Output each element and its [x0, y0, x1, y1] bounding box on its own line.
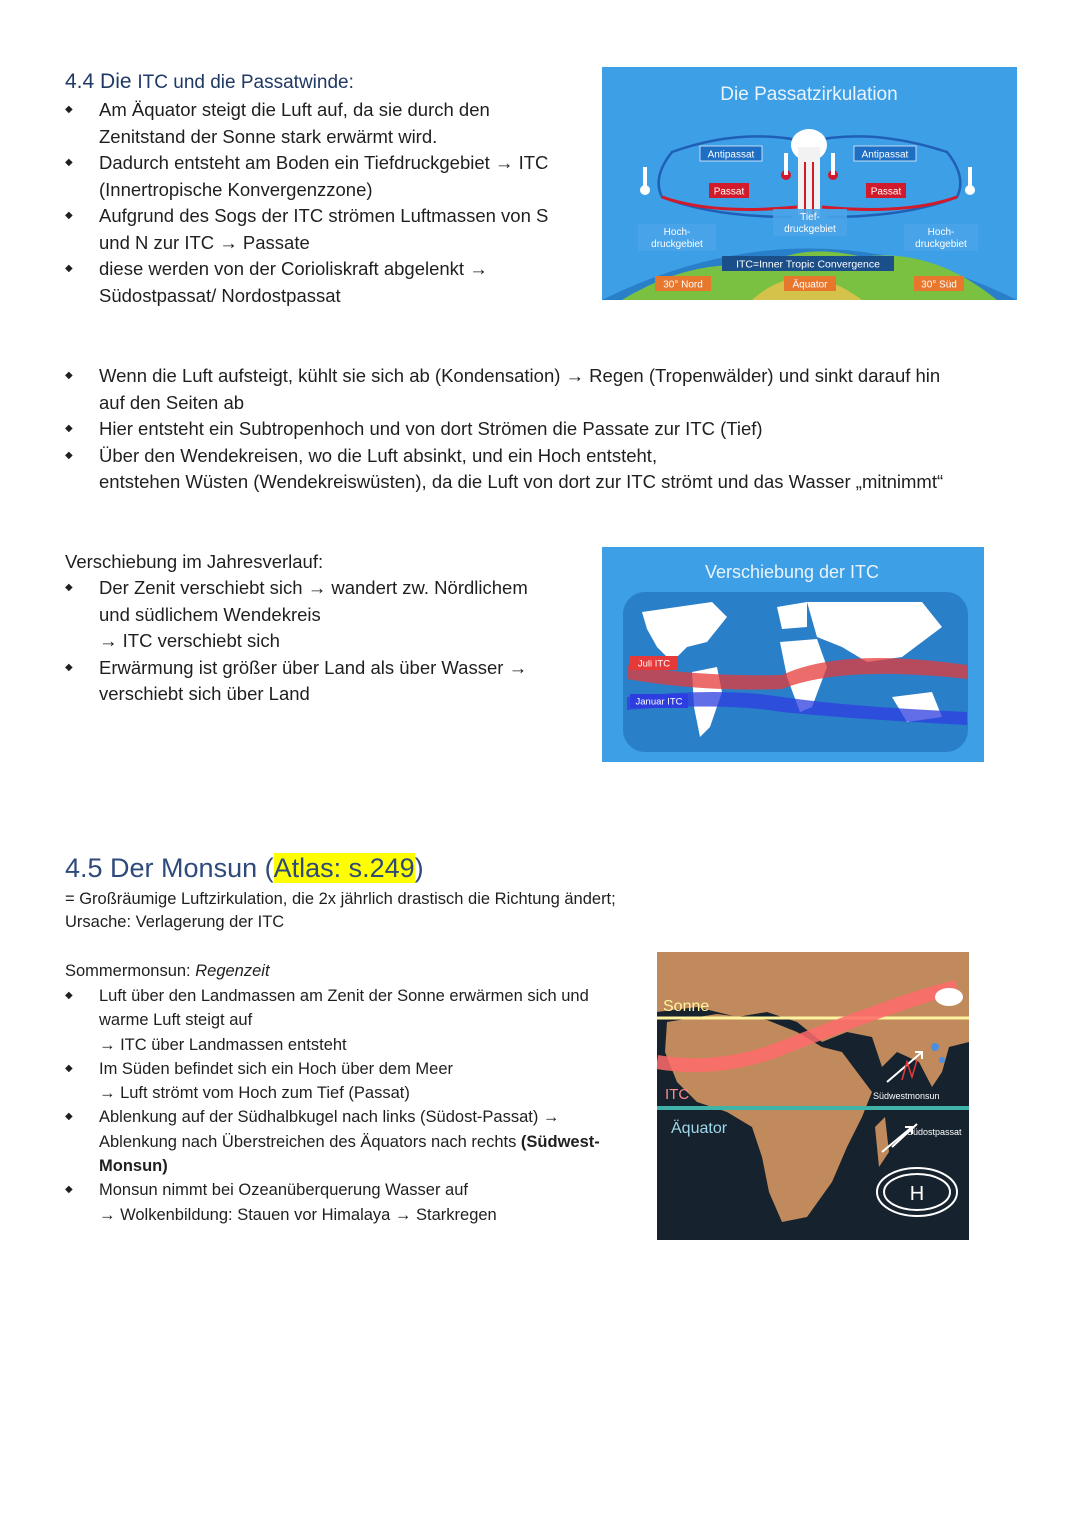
passat-right-label: Passat — [870, 186, 902, 198]
section-4-5-title — [65, 853, 424, 884]
passat-circulation-figure — [602, 67, 1017, 300]
list-item: ◆ Hier entsteht ein Subtropenhoch und von dort Strömen die Passate zur ITC (Tief) — [65, 416, 1025, 443]
suedostpassat-label: Südostpassat — [907, 1127, 962, 1137]
bullet-bold: (Südwest- Monsun) — [99, 1132, 600, 1176]
list-item: ◆ Über den Wendekreisen, wo die Luft absinkt, und ein Hoch entsteht, entstehen Wüsten (Wendekreiswüsten), da die Luft von dort zur ITC strömt und das Wasser „mitnimmt“ — [65, 443, 1025, 496]
list-item: ◆ Wenn die Luft aufsteigt, kühlt sie sich ab (Kondensation) → Regen (Tropenwälder) und sinkt darauf hin auf den Seiten ab — [65, 363, 1025, 416]
itc-label: ITC — [665, 1086, 690, 1103]
sued-label: 30° Süd — [921, 279, 957, 291]
suedwestmonsun-label: Südwestmonsun — [873, 1091, 940, 1101]
sommermonsun-heading — [65, 960, 270, 983]
figure-title: Die Passatzirkulation — [720, 84, 898, 105]
hoch-right-label-2: druckgebiet — [915, 239, 967, 250]
monsun-bullets — [65, 984, 650, 1227]
title-suffix: ) — [414, 853, 424, 883]
title-prefix: 4.5 Der Monsun ( — [65, 853, 274, 883]
figure-title: Verschiebung der ITC — [704, 562, 880, 582]
section-4-4-title — [65, 70, 354, 94]
hoch-left-label-2: druckgebiet — [651, 239, 703, 250]
nord-label: 30° Nord — [663, 279, 703, 291]
shift-bullets — [65, 575, 585, 708]
sommer-value: Regenzeit — [195, 962, 270, 980]
list-item: ◆ Monsun nimmt bei Ozeanüberquerung Wasser auf → Wolkenbildung: Stauen vor Himalaya → Starkregen — [65, 1178, 650, 1227]
aequator-label: Äquator — [671, 1120, 728, 1137]
shift-heading: Verschiebung im Jahresverlauf: — [65, 551, 324, 572]
list-item: ◆ Der Zenit verschiebt sich → wandert zw. Nördlichem und südlichem Wendekreis → ITC verschiebt sich — [65, 575, 585, 655]
list-item: ◆ Erwärmung ist größer über Land als über Wasser → verschiebt sich über Land — [65, 655, 585, 708]
hoch-left-label-1: Hoch- — [663, 227, 691, 238]
bullet-text: Ablenkung auf der Südhalbkugel nach links (Südost-Passat) → Ablenkung nach Überstreichen des Äquators nach rechts — [99, 1108, 560, 1151]
list-item: ◆ Aufgrund des Sogs der ITC strömen Luftmassen von S und N zur ITC → Passate — [65, 203, 585, 256]
atlas-reference: Atlas: s.249 — [273, 853, 415, 883]
itc-shift-figure — [602, 547, 984, 762]
itc-bullets-top — [65, 97, 585, 309]
antipassat-right-label: Antipassat — [861, 149, 909, 161]
cloud-icon — [935, 988, 963, 1006]
monsun-map-figure — [657, 952, 969, 1240]
list-item: ◆ Im Süden befindet sich ein Hoch über dem Meer → Luft strömt vom Hoch zum Tief (Passat) — [65, 1057, 650, 1106]
juli-label: Juli ITC — [637, 658, 671, 670]
raindrop-icon — [931, 1043, 939, 1051]
monsun-cause: Ursache: Verlagerung der ITC — [65, 913, 285, 931]
title-prefix: 4.4 Die — [65, 70, 138, 93]
hoch-label: H — [909, 1183, 925, 1205]
title-bold: ITC und die Passatwinde: — [137, 72, 354, 93]
tief-label-1: Tief- — [800, 212, 820, 223]
passat-left-label: Passat — [713, 186, 745, 198]
raindrop-icon-2 — [939, 1057, 945, 1063]
januar-label: Januar ITC — [635, 696, 683, 708]
list-item: ◆ diese werden von der Corioliskraft abgelenkt → Südostpassat/ Nordostpassat — [65, 256, 585, 309]
hoch-right-label-1: Hoch- — [927, 227, 955, 238]
monsun-definition: = Großräumige Luftzirkulation, die 2x jährlich drastisch die Richtung ändert; — [65, 890, 616, 908]
itc-bullets-mid — [65, 363, 1025, 496]
sommer-label: Sommermonsun: — [65, 962, 191, 980]
list-item — [65, 1105, 650, 1178]
antipassat-left-label: Antipassat — [707, 149, 755, 161]
itc-label: ITC=Inner Tropic Convergence — [736, 258, 880, 271]
aequator-label: Äquator — [792, 279, 828, 291]
tief-label-2: druckgebiet — [784, 224, 836, 235]
list-item: ◆ Luft über den Landmassen am Zenit der Sonne erwärmen sich und warme Luft steigt auf → ITC über Landmassen entsteht — [65, 984, 650, 1057]
list-item: ◆ Dadurch entsteht am Boden ein Tiefdruckgebiet → ITC (Innertropische Konvergenzzone) — [65, 150, 585, 203]
sonne-label: Sonne — [663, 998, 710, 1015]
cloud-column — [798, 147, 820, 215]
list-item: ◆ Am Äquator steigt die Luft auf, da sie durch den Zenitstand der Sonne stark erwärmt wird. — [65, 97, 585, 150]
